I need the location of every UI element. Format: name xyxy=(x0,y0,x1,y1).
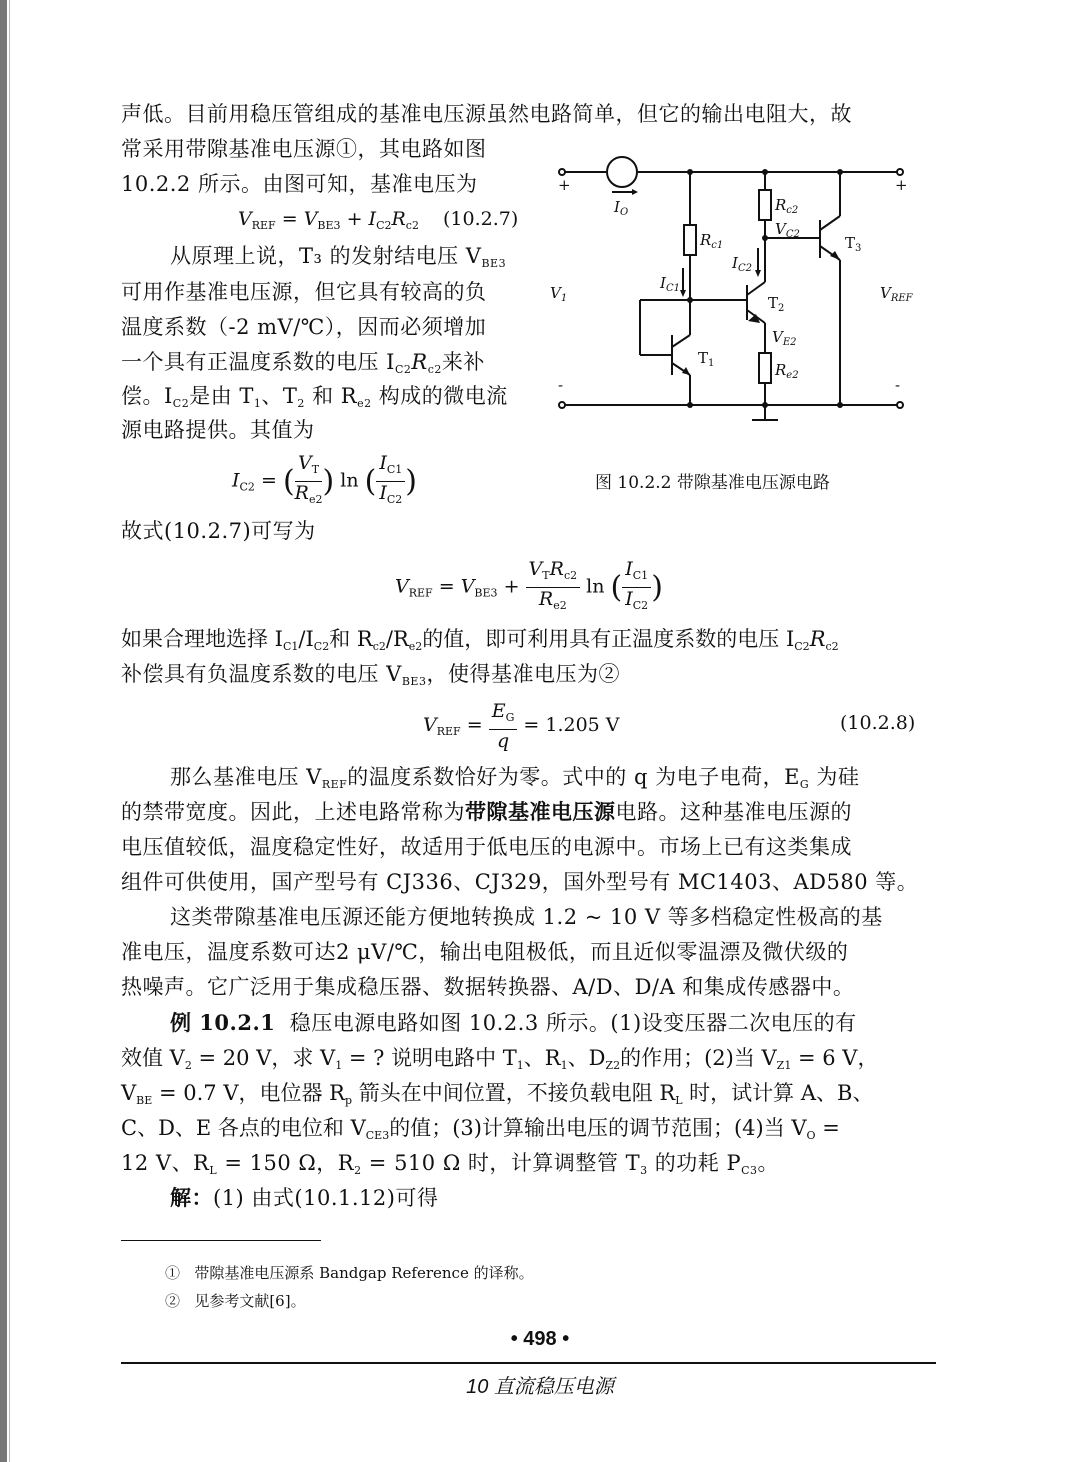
text-line: 可用作基准电压源，但它具有较高的负 xyxy=(121,280,487,304)
label-re2: $R_{e2}$ xyxy=(775,361,799,381)
label-t3: $T_3$ xyxy=(845,234,862,254)
running-footer: 10 直流稳压电源 xyxy=(466,1376,614,1398)
text-line: 源电路提供。其值为 xyxy=(121,418,315,442)
label-ve2: $V_{E2}$ xyxy=(772,328,797,348)
text-line: 偿。$I_{C2}$是由 $T_1$、$T_2$ 和 $R_{e2}$ 构成的微电流 xyxy=(121,384,508,410)
bold-term: 带隙基准电压源 xyxy=(465,799,616,824)
text-line: 例 10.2.1 稳压电源电路如图 10.2.3 所示。(1)设变压器二次电压的有 xyxy=(170,1010,857,1035)
text-line: 这类带隙基准电压源还能方便地转换成 1.2 ~ 10 V 等多档稳定性极高的基 xyxy=(170,905,883,929)
label-rc2: $R_{c2}$ xyxy=(775,196,799,216)
scan-edge xyxy=(0,0,7,1462)
text-line: 组件可供使用，国产型号有 CJ336、CJ329，国外型号有 MC1403、AD580 等。 xyxy=(121,870,919,894)
footnote-rule xyxy=(121,1240,321,1241)
equation-vref-expanded: $V_{REF} = V_{BE3}$ + $\frac{V_TR_{c2}}{R_{e2}}$ ln ( $\frac{I_{C1}}{I_{C2}}$ ) xyxy=(395,558,663,612)
footnote: ② 见参考文献[6]。 xyxy=(165,1292,306,1310)
text-line: 效值 $V_2 = 20$ V，求 $V_1$ = ? 说明电路中 $T_1$、$R_1$、$D_{Z2}$的作用；(2)当 $V_{Z1} = 6$ V， xyxy=(121,1046,879,1072)
bandgap-circuit-diagram xyxy=(540,150,940,440)
text-line: $V_{BE} = 0.7$ V，电位器 $R_p$ 箭头在中间位置，不接负载电阻 $R_L$ 时，试计算 A、B、 xyxy=(121,1081,874,1107)
text-line: 如果合理地选择 $I_{C1}/I_{C2}$和 $R_{c2}/R_{e2}$的值，即可利用具有正温度系数的电压 $I_{C2}R_{c2}$ xyxy=(121,627,839,653)
minus-right: - xyxy=(895,376,901,394)
text-line: 从原理上说，T₃ 的发射结电压 $V_{BE3}$ xyxy=(170,244,507,270)
equation-tag: (10.2.8) xyxy=(840,712,916,734)
plus-right: + xyxy=(895,176,908,194)
text-line: 声低。目前用稳压管组成的基准电压源虽然电路简单，但它的输出电阻大，故 xyxy=(121,102,852,126)
label-vref: $V_{REF}$ xyxy=(880,284,913,304)
label-t1: $T_1$ xyxy=(698,349,715,369)
equation-10-2-7: $V_{REF} = V_{BE3} + I_{C2}R_{c2}$ (10.2.7) xyxy=(238,208,519,232)
label-vc2: $V_{C2}$ xyxy=(775,220,800,240)
equation-10-2-8: $V_{REF}$ = $\frac{E_G}{q}$ = 1.205 V xyxy=(423,700,620,752)
equation-ic2: $I_{C2}$ = ( $\frac{V_T}{R_{e2}}$ ) ln ( $\frac{I_{C1}}{I_{C2}}$ ) xyxy=(232,452,417,506)
figure-caption: 图 10.2.2 带隙基准电压源电路 xyxy=(595,473,830,493)
text-line: 的禁带宽度。因此，上述电路常称为带隙基准电压源电路。这种基准电压源的 xyxy=(121,799,852,824)
page-number: • 498 • xyxy=(510,1328,570,1350)
label-ic1: $I_{C1}$ xyxy=(660,274,680,294)
scan-edge-line xyxy=(9,0,10,1462)
footnote: ① 带隙基准电压源系 Bandgap Reference 的译称。 xyxy=(165,1264,534,1282)
text-line: 12 V、$R_L = 150$ Ω，$R_2 = 510$ Ω 时，计算调整管 $T_3$ 的功耗 $P_{C3}$。 xyxy=(121,1151,780,1177)
text-line: 一个具有正温度系数的电压 $I_{C2}R_{c2}$来补 xyxy=(121,350,485,376)
text-line: 故式(10.2.7)可写为 xyxy=(121,519,316,543)
minus-left: - xyxy=(558,376,564,394)
page-rule xyxy=(121,1362,936,1364)
text-line: 电压值较低，温度稳定性好，故适用于低电压的电源中。市场上已有这类集成 xyxy=(121,835,852,859)
example-label: 例 10.2.1 xyxy=(170,1010,276,1035)
text-line: C、D、E 各点的电位和 $V_{CE3}$的值；(3)计算输出电压的调节范围；(4)当 $V_O$ = xyxy=(121,1116,840,1142)
text-line: 那么基准电压 $V_{REF}$的温度系数恰好为零。式中的 q 为电子电荷，$E_G$ 为硅 xyxy=(170,765,860,791)
text-line: 常采用带隙基准电压源①，其电路如图 xyxy=(121,137,487,161)
label-v1: $V_1$ xyxy=(550,284,568,304)
equation-tag: (10.2.7) xyxy=(443,208,519,230)
plus-left: + xyxy=(558,176,571,194)
text-line: 补偿具有负温度系数的电压 $V_{BE3}$，使得基准电压为② xyxy=(121,662,620,688)
text-line: 10.2.2 所示。由图可知，基准电压为 xyxy=(121,172,478,196)
text-line: 准电压，温度系数可达2 μV/℃，输出电阻极低，而且近似零温漂及微伏级的 xyxy=(121,940,849,964)
label-t2: $T_2$ xyxy=(768,294,785,314)
label-rc1: $R_{c1}$ xyxy=(700,231,724,251)
text-line: 解：(1) 由式(10.1.12)可得 xyxy=(170,1185,439,1210)
label-ic2: $I_{C2}$ xyxy=(732,254,752,274)
text-line: 温度系数（-2 mV/℃），因而必须增加 xyxy=(121,315,487,339)
text-line: 热噪声。它广泛用于集成稳压器、数据转换器、A/D、D/A 和集成传感器中。 xyxy=(121,975,855,999)
label-io: $I_O$ xyxy=(614,198,629,218)
solution-label: 解： xyxy=(170,1185,213,1210)
